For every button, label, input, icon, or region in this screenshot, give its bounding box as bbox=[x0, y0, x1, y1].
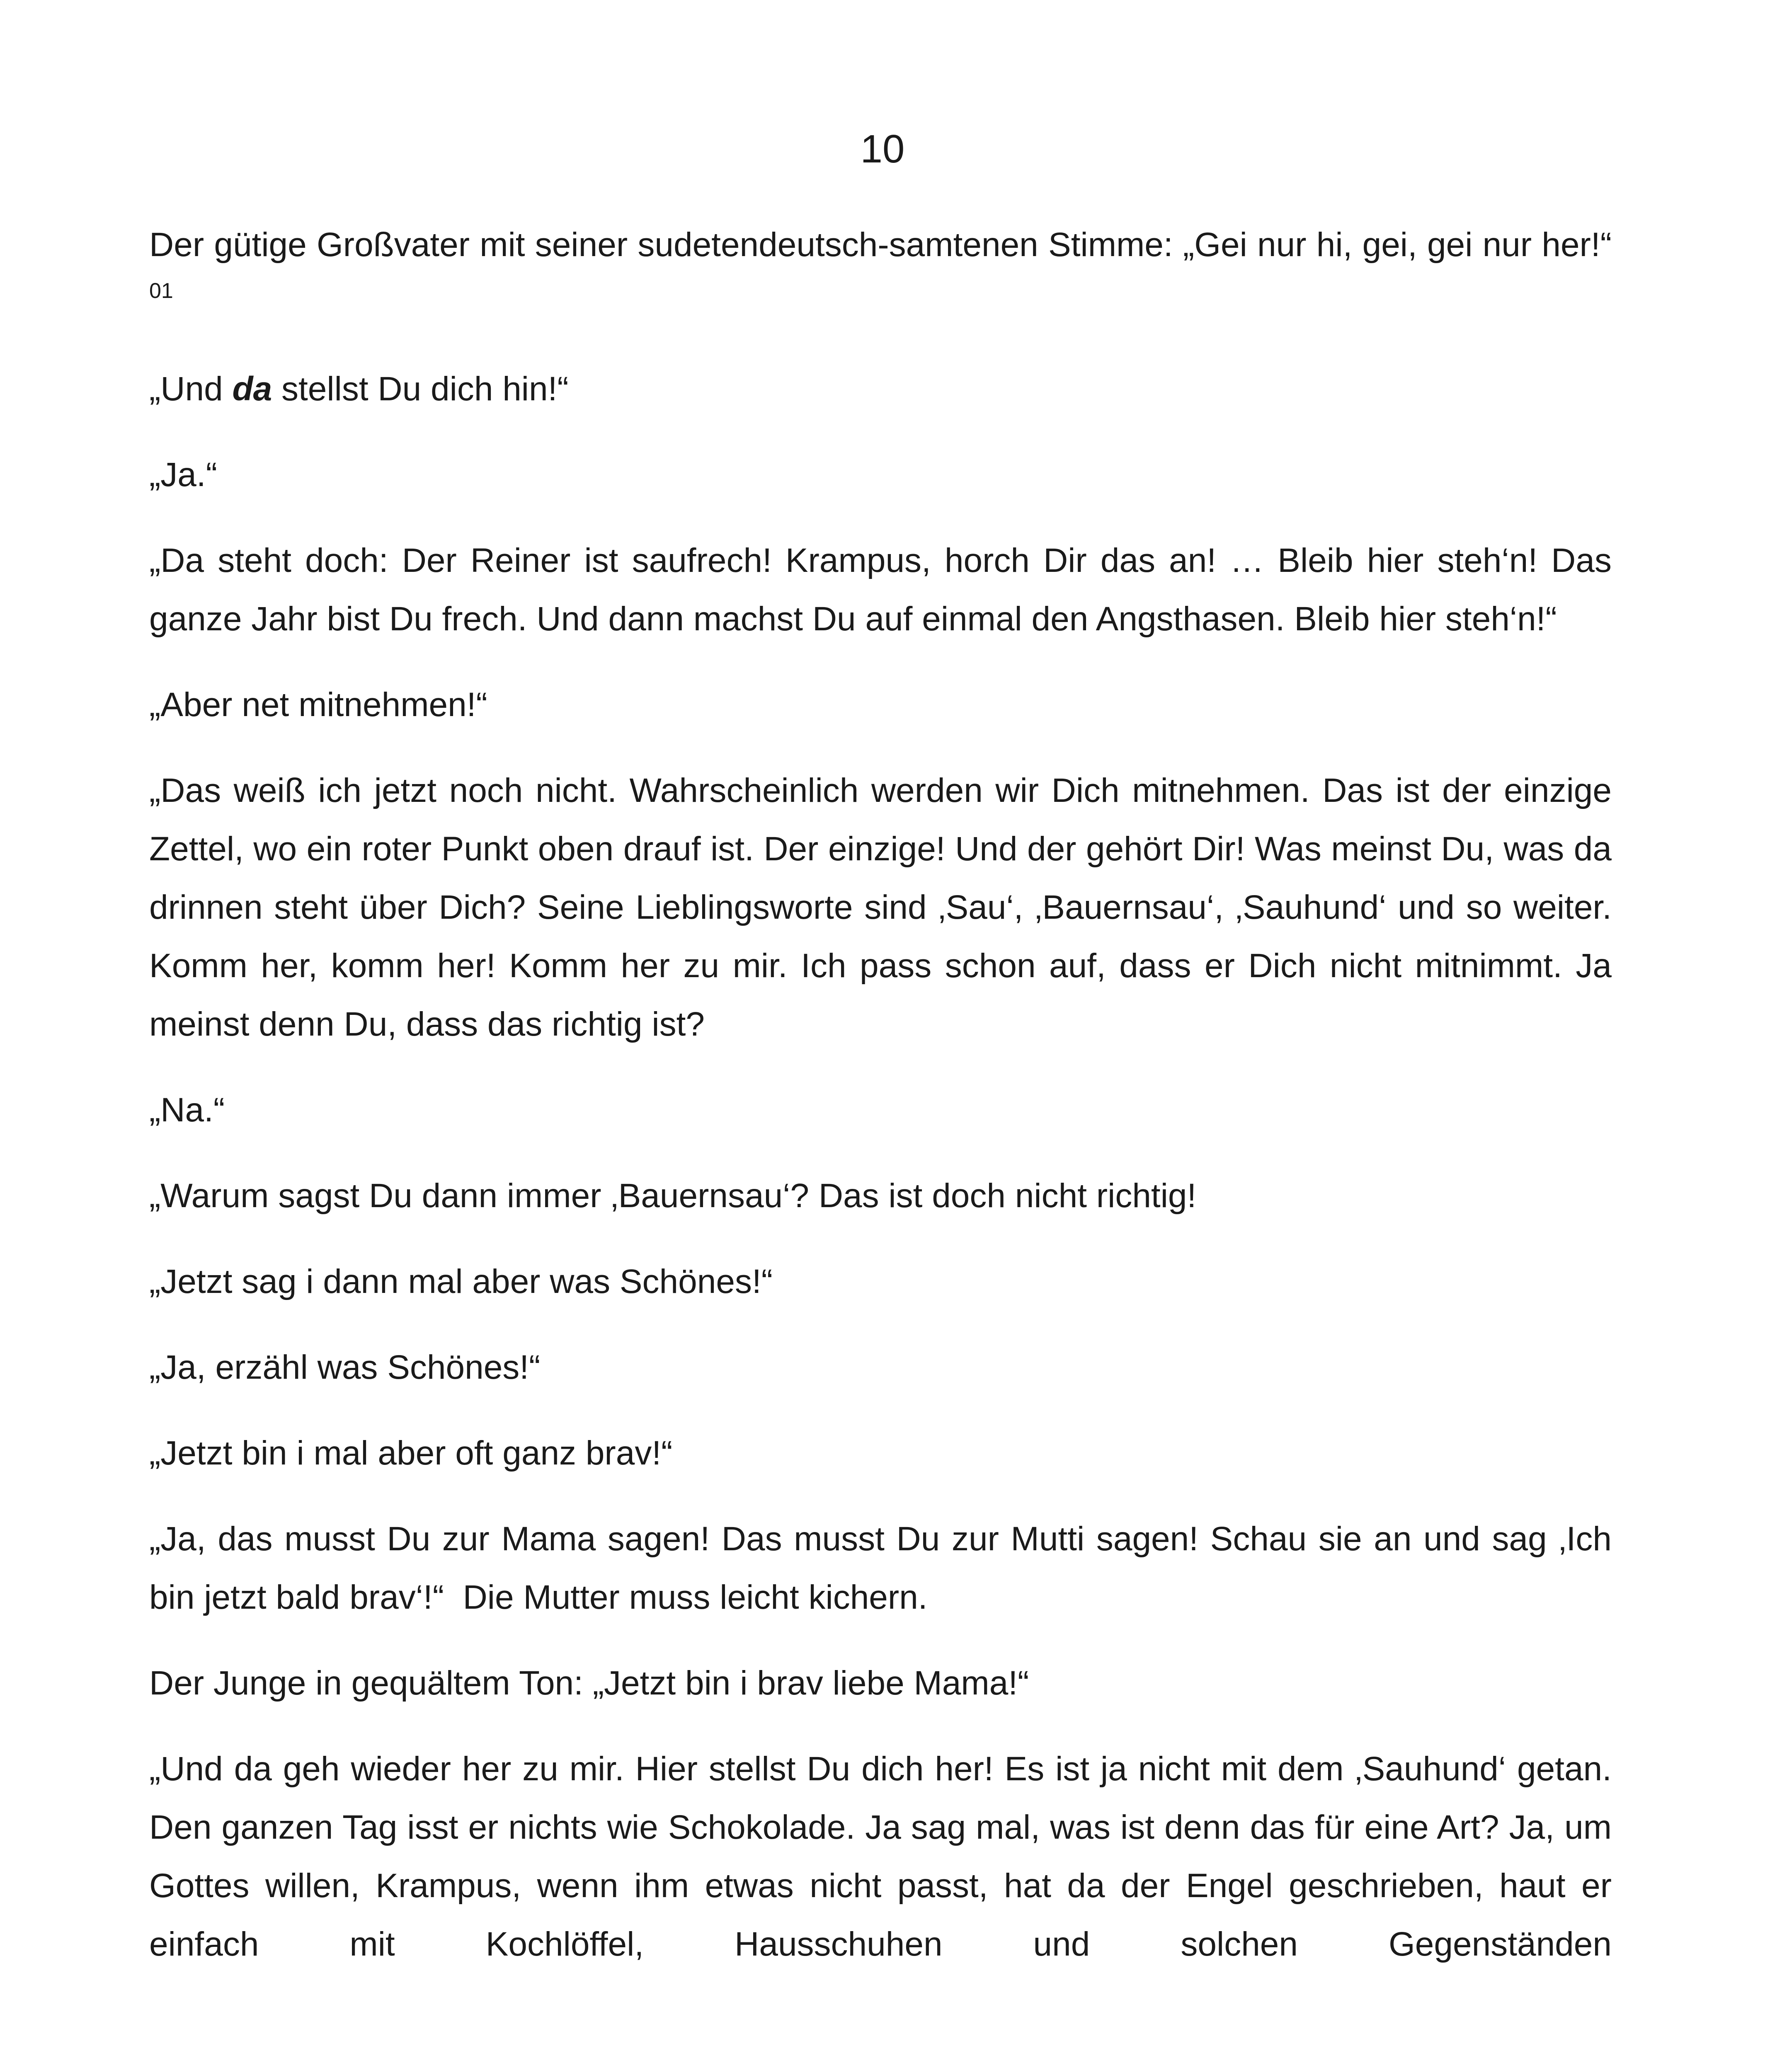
paragraph-brav: „Jetzt bin i mal aber oft ganz brav!“ bbox=[149, 1434, 673, 1472]
paragraph-net-mitnehmen: „Aber net mitnehmen!“ bbox=[149, 686, 487, 724]
body-text bbox=[149, 215, 1621, 2001]
paragraph-schokolade: „Und da geh wieder her zu mir. Hier stellst Du dich her! Es ist ja nicht mit dem ‚Sauhund‘ getan. Den ganzen Tag isst er nichts wie Schokolade. Ja sag mal, was ist denn das für eine Art? Ja, um Gottes willen, Krampus, wenn ihm etwas nicht passt, hat da der Engel geschrieben, haut er einfach mit Kochlöffel, Hausschuhen und solchen Gegenständen bbox=[149, 1750, 1621, 1963]
paragraph-text: Der gütige Großvater mit seiner sudetendeutsch-samtenen Stimme: „Gei nur hi, gei, gei nur her!“ bbox=[149, 226, 1621, 264]
footnote-marker: 01 bbox=[149, 279, 173, 303]
paragraph-na: „Na.“ bbox=[149, 1091, 225, 1129]
paragraph-text: stellst Du dich hin!“ bbox=[272, 370, 569, 408]
paragraph-stand-there bbox=[149, 360, 1612, 418]
paragraph-ja: „Ja.“ bbox=[149, 456, 217, 494]
paragraph-erzaehl: „Ja, erzähl was Schönes!“ bbox=[149, 1348, 541, 1386]
paragraph-gequaelt: Der Junge in gequältem Ton: „Jetzt bin i brav liebe Mama!“ bbox=[149, 1664, 1029, 1702]
paragraph-was-schoenes: „Jetzt sag i dann mal aber was Schönes!“ bbox=[149, 1263, 773, 1300]
paragraph-zettel: „Das weiß ich jetzt noch nicht. Wahrscheinlich werden wir Dich mitnehmen. Das ist der einzige Zettel, wo ein roter Punkt oben drauf ist. Der einzige! Und der gehört Dir! Was meinst Du, was da drinnen steht über Dich? Seine Lieblingsworte sind ‚Sau‘, ‚Bauernsau‘, ‚Sauhund‘ und so weiter. Komm her, komm her! Komm her zu mir. Ich pass schon auf, dass er Dich nicht mitnimmt. Ja meinst denn Du, dass das richtig ist? bbox=[149, 772, 1621, 1043]
paragraph-mama-sagen: „Ja, das musst Du zur Mama sagen! Das musst Du zur Mutti sagen! Schau sie an und sag ‚Ich bin jetzt bald brav‘!“ Die Mutter muss leicht kichern. bbox=[149, 1520, 1621, 1616]
paragraph-bauernsau: „Warum sagst Du dann immer ‚Bauernsau‘? Das ist doch nicht richtig! bbox=[149, 1177, 1197, 1215]
paragraph-saufrech: „Da steht doch: Der Reiner ist saufrech! Krampus, horch Dir das an! … Bleib hier steh‘n! Das ganze Jahr bist Du frech. Und dann machst Du auf einmal den Angsthasen. Bleib hier steh‘n!“ bbox=[149, 542, 1621, 638]
page-number: 10 bbox=[860, 127, 905, 171]
paragraph-grandfather-intro bbox=[149, 215, 1621, 332]
emphasized-word: da bbox=[232, 370, 272, 408]
paragraph-text: „Und bbox=[149, 370, 233, 408]
